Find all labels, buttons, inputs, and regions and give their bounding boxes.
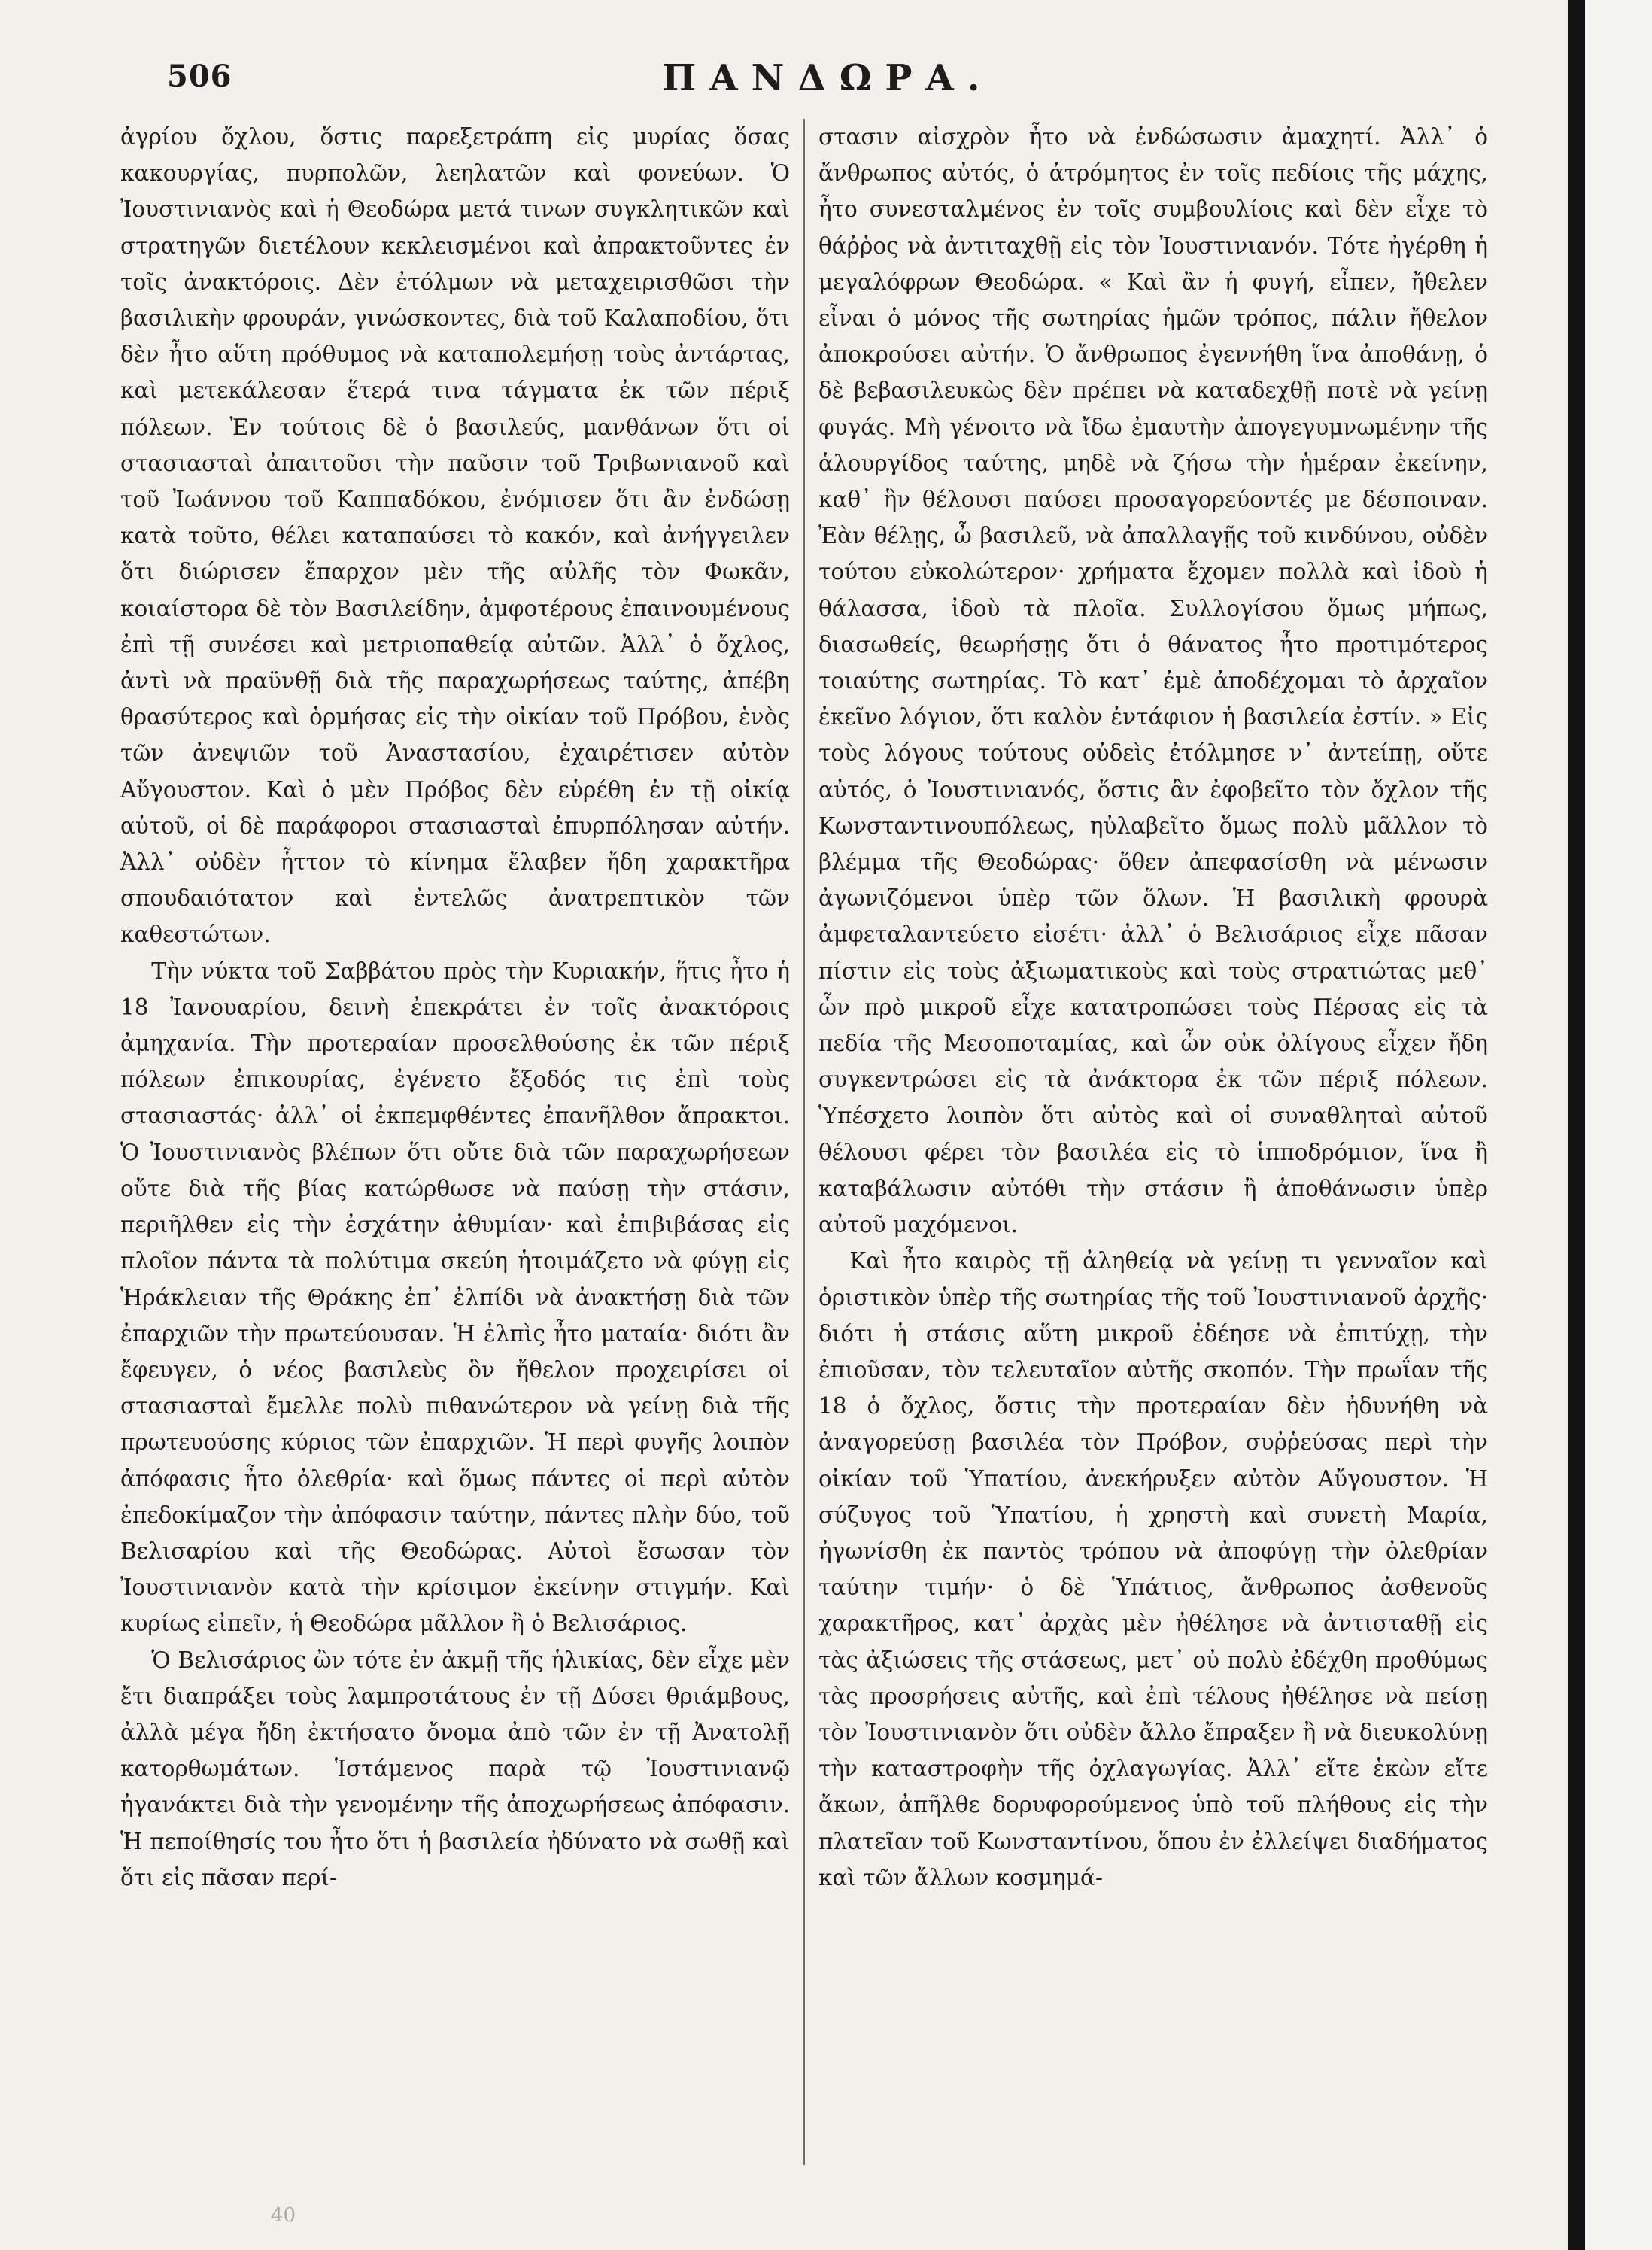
page-number: 506	[167, 59, 232, 94]
page-header	[0, 53, 1550, 113]
paragraph: Ὁ Βελισάριος ὢν τότε ἐν ἀκμῇ τῆς ἡλικίας, δὲν εἶχε μὲν ἔτι διαπράξει τοὺς λαμπροτάτους ἐν τῇ Δύσει θριάμβους, ἀλλὰ μέγα ἤδη ἐκτήσατο ὄνομα ἀπὸ τῶν ἐν τῇ Ἀνατολῇ κατορθωμάτων. Ἱστάμενος παρὰ τῷ Ἰουστινιανῷ ἠγανάκτει διὰ τὴν γενομένην τῆς ἀποχωρήσεως ἀπόφασιν. Ἡ πεποίθησίς του ἦτο ὅτι ἡ βασιλεία ἠδύνατο νὰ σωθῇ καὶ ὅτι εἰς πᾶσαν περί-	[120, 1647, 790, 1890]
signature-mark: 40	[271, 2204, 296, 2227]
left-column	[120, 119, 790, 1896]
book-gutter-shadow	[1568, 0, 1585, 2250]
column-divider	[803, 119, 805, 2165]
paragraph: ἀγρίου ὄχλου, ὅστις παρεξετράπη εἰς μυρίας ὅσας κακουργίας, πυρπολῶν, λεηλατῶν καὶ φονεύων. Ὁ Ἰουστινιανὸς καὶ ἡ Θεοδώρα μετά τινων συγκλητικῶν καὶ στρατηγῶν διετέλουν κεκλεισμένοι καὶ ἀπρακτοῦντες ἐν τοῖς ἀνακτόροις. Δὲν ἐτόλμων νὰ μεταχειρισθῶσι τὴν βασιλικὴν φρουράν, γινώσκοντες, διὰ τοῦ Καλαποδίου, ὅτι δὲν ἦτο αὕτη πρόθυμος νὰ καταπολεμήσῃ τοὺς ἀντάρτας, καὶ μετεκάλεσαν ἕτερά τινα τάγματα ἐκ τῶν πέριξ πόλεων. Ἐν τούτοις δὲ ὁ βασιλεύς, μανθάνων ὅτι οἱ στασιασταὶ ἀπαιτοῦσι τὴν παῦσιν τοῦ Τριβωνιανοῦ καὶ τοῦ Ἰωάννου τοῦ Καππαδόκου, ἐνόμισεν ὅτι ἂν ἐνδώσῃ κατὰ τοῦτο, θέλει καταπαύσει τὸ κακόν, καὶ ἀνήγγειλεν ὅτι διώρισεν ἔπαρχον μὲν τῆς αὐλῆς τὸν Φωκᾶν, κοιαίστορα δὲ τὸν Βασιλείδην, ἀμφοτέρους ἐπαινουμένους ἐπὶ τῇ συνέσει καὶ μετριοπαθείᾳ αὐτῶν. Ἀλλ᾽ ὁ ὄχλος, ἀντὶ νὰ πραϋνθῇ διὰ τῆς παραχωρήσεως ταύτης, ἀπέβη θρασύτερος καὶ ὁρμήσας εἰς τὴν οἰκίαν τοῦ Πρόβου, ἑνὸς τῶν ἀνεψιῶν τοῦ Ἀναστασίου, ἐχαιρέτισεν αὐτὸν Αὔγουστον. Καὶ ὁ μὲν Πρόβος δὲν εὑρέθη ἐν τῇ οἰκίᾳ αὐτοῦ, οἱ δὲ παράφοροι στασιασταὶ ἐπυρπόλησαν αὐτήν. Ἀλλ᾽ οὐδὲν ἧττον τὸ κίνημα ἔλαβεν ἤδη χαρακτῆρα σπουδαιότατον καὶ ἐντελῶς ἀνατρεπτικὸν τῶν καθεστώτων.	[120, 124, 790, 948]
running-title: ΠΑΝΔΩΡΑ.	[662, 57, 994, 99]
scan-margin	[1585, 0, 1652, 2250]
paragraph: στασιν αἰσχρὸν ἦτο νὰ ἐνδώσωσιν ἀμαχητί. Ἀλλ᾽ ὁ ἄνθρωπος αὐτός, ὁ ἀτρόμητος ἐν τοῖς πεδίοις τῆς μάχης, ἦτο συνεσταλμένος ἐν τοῖς συμβουλίοις καὶ δὲν εἶχε τὸ θάῤῥος νὰ ἀντιταχθῇ εἰς τὸν Ἰουστινιανόν. Τότε ἠγέρθη ἡ μεγαλόφρων Θεοδώρα. « Καὶ ἂν ἡ φυγή, εἶπεν, ἤθελεν εἶναι ὁ μόνος τῆς σωτηρίας ἡμῶν τρόπος, πάλιν ἤθελον ἀποκρούσει αὐτήν. Ὁ ἄνθρωπος ἐγεννήθη ἵνα ἀποθάνῃ, ὁ δὲ βεβασιλευκὼς δὲν πρέπει νὰ καταδεχθῇ ποτὲ νὰ γείνῃ φυγάς. Μὴ γένοιτο νὰ ἴδω ἐμαυτὴν ἀπογεγυμνωμένην τῆς ἁλουργίδος ταύτης, μηδὲ νὰ ζήσω τὴν ἡμέραν ἐκείνην, καθ᾽ ἣν θέλουσι παύσει προσαγορεύοντές με δέσποιναν. Ἐὰν θέλῃς, ὦ βασιλεῦ, νὰ ἀπαλλαγῇς τοῦ κινδύνου, οὐδὲν τούτου εὐκολώτερον· χρήματα ἔχομεν πολλὰ καὶ ἰδοὺ ἡ θάλασσα, ἰδοὺ τὰ πλοῖα. Συλλογίσου ὅμως μήπως, διασωθείς, θεωρήσῃς ὅτι ὁ θάνατος ἦτο προτιμότερος τοιαύτης σωτηρίας. Τὸ κατ᾽ ἐμὲ ἀποδέχομαι τὸ ἀρχαῖον ἐκεῖνο λόγιον, ὅτι καλὸν ἐντάφιον ἡ βασιλεία ἐστίν. » Εἰς τοὺς λόγους τούτους οὐδεὶς ἐτόλμησε ν᾽ ἀντείπῃ, οὔτε αὐτός, ὁ Ἰουστινιανός, ὅστις ἂν ἐφοβεῖτο τὸν ὄχλον τῆς Κωνσταντινουπόλεως, ηὐλαβεῖτο ὅμως πολὺ μᾶλλον τὸ βλέμμα τῆς Θεοδώρας· ὅθεν ἀπεφασίσθη νὰ μένωσιν ἀγωνιζόμενοι ὑπὲρ τῶν ὅλων. Ἡ βασιλικὴ φρουρὰ ἀμφεταλαντεύετο εἰσέτι· ἀλλ᾽ ὁ Βελισάριος εἶχε πᾶσαν πίστιν εἰς τοὺς ἀξιωματικοὺς καὶ τοὺς στρατιώτας μεθ᾽ ὧν πρὸ μικροῦ εἶχε κατατροπώσει τοὺς Πέρσας εἰς τὰ πεδία τῆς Μεσοποταμίας, καὶ ὧν οὐκ ὀλίγους εἶχεν ἤδη συγκεντρώσει εἰς τὰ ἀνάκτορα ἐκ τῶν πέριξ πόλεων. Ὑπέσχετο λοιπὸν ὅτι αὐτὸς καὶ οἱ συναθληταὶ αὐτοῦ θέλουσι φέρει τὸν βασιλέα εἰς τὸ ἱπποδρόμιον, ἵνα ἢ καταβάλωσιν αὐτόθι τὴν στάσιν ἢ ἀποθάνωσιν ὑπὲρ αὐτοῦ μαχόμενοι.	[818, 124, 1488, 1238]
paragraph: Τὴν νύκτα τοῦ Σαββάτου πρὸς τὴν Κυριακήν, ἥτις ἦτο ἡ 18 Ἰανουαρίου, δεινὴ ἐπεκράτει ἐν τοῖς ἀνακτόροις ἀμηχανία. Τὴν προτεραίαν προσελθούσης ἐκ τῶν πέριξ πόλεων ἐπικουρίας, ἐγένετο ἔξοδός τις ἐπὶ τοὺς στασιαστάς· ἀλλ᾽ οἱ ἐκπεμφθέντες ἐπανῆλθον ἄπρακτοι. Ὁ Ἰουστινιανὸς βλέπων ὅτι οὔτε διὰ τῶν παραχωρήσεων οὔτε διὰ τῆς βίας κατώρθωσε νὰ παύσῃ τὴν στάσιν, περιῆλθεν εἰς τὴν ἐσχάτην ἀθυμίαν· καὶ ἐπιβιβάσας εἰς πλοῖον πάντα τὰ πολύτιμα σκεύη ἡτοιμάζετο νὰ φύγῃ εἰς Ἡράκλειαν τῆς Θράκης ἐπ᾽ ἐλπίδι νὰ ἀνακτήσῃ διὰ τῶν ἐπαρχιῶν τὴν πρωτεύουσαν. Ἡ ἐλπὶς ἦτο ματαία· διότι ἂν ἔφευγεν, ὁ νέος βασιλεὺς ὃν ἤθελον προχειρίσει οἱ στασιασταὶ ἔμελλε πολὺ πιθανώτερον νὰ γείνῃ διὰ τῆς πρωτευούσης κύριος τῶν ἐπαρχιῶν. Ἡ περὶ φυγῆς λοιπὸν ἀπόφασις ἦτο ὀλεθρία· καὶ ὅμως πάντες οἱ περὶ αὐτὸν ἐπεδοκίμαζον τὴν ἀπόφασιν ταύτην, πάντες πλὴν δύο, τοῦ Βελισαρίου καὶ τῆς Θεοδώρας. Αὐτοὶ ἔσωσαν τὸν Ἰουστινιανὸν κατὰ τὴν κρίσιμον ἐκείνην στιγμήν. Καὶ κυρίως εἰπεῖν, ἡ Θεοδώρα μᾶλλον ἢ ὁ Βελισάριος.	[120, 958, 790, 1637]
paragraph: Καὶ ἦτο καιρὸς τῇ ἀληθείᾳ νὰ γείνῃ τι γενναῖον καὶ ὁριστικὸν ὑπὲρ τῆς σωτηρίας τῆς τοῦ Ἰουστινιανοῦ ἀρχῆς· διότι ἡ στάσις αὕτη μικροῦ ἐδέησε νὰ ἐπιτύχῃ, τὴν ἐπιοῦσαν, τὸν τελευταῖον αὐτῆς σκοπόν. Τὴν πρωΐαν τῆς 18 ὁ ὄχλος, ὅστις τὴν προτεραίαν δὲν ἠδυνήθη νὰ ἀναγορεύσῃ βασιλέα τὸν Πρόβον, συῤῥεύσας περὶ τὴν οἰκίαν τοῦ Ὑπατίου, ἀνεκήρυξεν αὐτὸν Αὔγουστον. Ἡ σύζυγος τοῦ Ὑπατίου, ἡ χρηστὴ καὶ συνετὴ Μαρία, ἠγωνίσθη ἐκ παντὸς τρόπου νὰ ἀποφύγῃ τὴν ὀλεθρίαν ταύτην τιμήν· ὁ δὲ Ὑπάτιος, ἄνθρωπος ἀσθενοῦς χαρακτῆρος, κατ᾽ ἀρχὰς μὲν ἠθέλησε νὰ ἀντισταθῇ εἰς τὰς ἀξιώσεις τῆς στάσεως, μετ᾽ οὐ πολὺ ἐδέχθη προθύμως τὰς προσρήσεις αὐτῆς, καὶ ἐπὶ τέλους ἠθέλησε νὰ πείσῃ τὸν Ἰουστινιανὸν ὅτι οὐδὲν ἄλλο ἔπραξεν ἢ νὰ διευκολύνῃ τὴν καταστροφὴν τῆς ὀχλαγωγίας. Ἀλλ᾽ εἴτε ἑκὼν εἴτε ἄκων, ἀπῆλθε δορυφορούμενος ὑπὸ τοῦ πλήθους εἰς τὴν πλατεῖαν τοῦ Κωνσταντίνου, ὅπου ἐν ἐλλείψει διαδήματος καὶ τῶν ἄλλων κοσμημά-	[818, 1248, 1488, 1890]
right-column	[818, 119, 1488, 1896]
